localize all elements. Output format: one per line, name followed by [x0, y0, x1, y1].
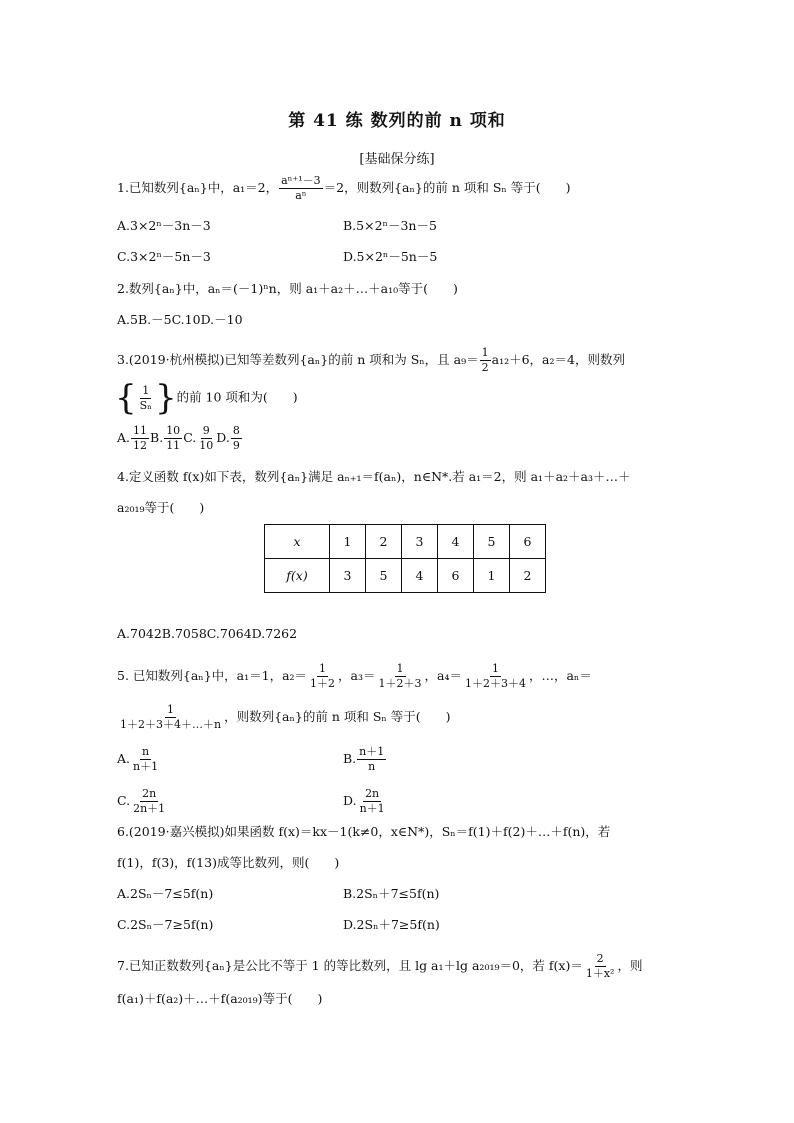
- q3-text-pre: 3.(2019·杭州模拟)已知等差数列{aₙ}的前 n 项和为 Sₙ，且 a₉＝: [117, 352, 479, 367]
- q6-option-c[interactable]: C.2Sₙ－7≥5f(n): [117, 917, 214, 932]
- q7-f-num: 2: [596, 952, 604, 965]
- table-cell: 4: [438, 525, 474, 559]
- q3-ob-num: 10: [166, 424, 181, 437]
- q5-label-c: C.: [117, 793, 131, 808]
- question-7-stem: [117, 952, 642, 981]
- q5-frac-b: [357, 745, 386, 774]
- q5-fraction-a3: [377, 662, 424, 691]
- function-table: [264, 524, 546, 593]
- q4-options[interactable]: A.7042B.7058C.7064D.7262: [117, 626, 298, 641]
- q5-option-a[interactable]: [117, 745, 161, 774]
- q6-option-b[interactable]: B.2Sₙ＋7≤5f(n): [343, 886, 440, 901]
- q3-option-b[interactable]: [164, 424, 182, 453]
- table-cell: 3: [402, 525, 438, 559]
- question-7-stem-cont: f(a₁)＋f(a₂)＋…＋f(a₂₀₁₉)等于( ): [117, 991, 323, 1006]
- q3-option-c[interactable]: [197, 424, 215, 453]
- q3-sequence-line: [115, 378, 298, 418]
- q3-label-d: D.: [216, 430, 230, 445]
- q3-oa-den: 12: [133, 439, 148, 452]
- q3-option-d[interactable]: [231, 424, 242, 453]
- q3-left-brace: {: [115, 378, 137, 418]
- q5-a-den: n＋1: [133, 760, 159, 773]
- table-cell: 1: [330, 525, 366, 559]
- question-4-stem-cont: a₂₀₁₉等于( ): [117, 500, 205, 515]
- q6-option-a[interactable]: A.2Sₙ－7≤5f(n): [117, 886, 214, 901]
- question-5-stem-cont: [117, 703, 451, 732]
- q3-label-b: B.: [150, 430, 164, 445]
- table-cell: 2: [510, 559, 546, 593]
- q1-text-post: ＝2，则数列{aₙ}的前 n 项和 Sₙ 等于( ): [323, 180, 571, 195]
- q1-option-d[interactable]: D.5×2ⁿ－5n－5: [343, 249, 438, 264]
- q5-d-den: n＋1: [359, 802, 385, 815]
- q3-od-num: 8: [232, 424, 240, 437]
- question-2-stem: 2.数列{aₙ}中，aₙ＝(－1)ⁿn，则 a₁＋a₂＋…＋a₁₀等于( ): [117, 281, 458, 296]
- q3-right-brace: }: [154, 378, 177, 418]
- table-header-x: x: [265, 525, 330, 559]
- q5-fraction-a2: [308, 662, 337, 691]
- question-4-stem: 4.定义函数 f(x)如下表，数列{aₙ}满足 aₙ₊₁＝f(aₙ)，n∈N*.若 a₁＝2，则 a₁＋a₂＋a₃＋…＋: [117, 469, 631, 484]
- q3-line2-text: 的前 10 项和为( ): [176, 389, 298, 405]
- q5-d-num: 2n: [365, 787, 380, 800]
- q5-frac-c: [131, 787, 167, 816]
- q3-ob-den: 11: [166, 439, 181, 452]
- q1-fraction: [279, 174, 323, 203]
- table-cell: 6: [438, 559, 474, 593]
- q5-f4-num: 1: [167, 703, 175, 716]
- q5-f1-den: 1＋2: [310, 677, 336, 690]
- q5-f3-num: 1: [491, 662, 499, 675]
- q3-seq-den: Sₙ: [139, 398, 152, 412]
- q3-od-den: 9: [232, 439, 240, 452]
- q5-f4-den: 1＋2＋3＋4＋…＋n: [120, 718, 222, 731]
- q1-fraction-den: aⁿ: [295, 189, 307, 202]
- q3-seq-num: 1: [142, 383, 150, 397]
- q3-option-a[interactable]: [131, 424, 149, 453]
- q5-text-mid2: ，a₄＝: [424, 668, 462, 683]
- q3-seq-fraction: [138, 384, 154, 413]
- q1-option-c[interactable]: C.3×2ⁿ－5n－3: [117, 249, 211, 264]
- table-row: [265, 559, 546, 593]
- q5-f2-num: 1: [396, 662, 404, 675]
- table-cell: 5: [366, 559, 402, 593]
- q3-options[interactable]: [117, 424, 243, 453]
- q5-c-num: 2n: [142, 787, 157, 800]
- q5-b-num: n＋1: [359, 745, 385, 758]
- q5-f1-num: 1: [319, 662, 327, 675]
- table-row: [265, 525, 546, 559]
- table-cell: 6: [510, 525, 546, 559]
- q2-options[interactable]: A.5B.－5C.10D.－10: [117, 312, 243, 327]
- q7-fraction: [584, 952, 617, 981]
- q3-text-post: a₁₂＋6，a₂＝4，则数列: [491, 352, 625, 367]
- function-table-grid: [264, 524, 546, 593]
- q3-half-num: 1: [481, 346, 489, 359]
- q5-text-mid1: ，a₃＝: [338, 668, 376, 683]
- table-header-fx: f(x): [265, 559, 330, 593]
- q5-fraction-a4: [463, 662, 528, 691]
- q5-option-c[interactable]: [117, 787, 168, 816]
- q1-fraction-num: aⁿ⁺¹－3: [281, 174, 321, 187]
- table-cell: 5: [474, 525, 510, 559]
- q5-frac-a: [131, 745, 160, 774]
- question-1-stem: [117, 174, 571, 203]
- q5-text-pre: 5. 已知数列{aₙ}中，a₁＝1，a₂＝: [117, 668, 308, 683]
- section-subtitle: [基础保分练]: [359, 152, 435, 167]
- q5-a-num: n: [142, 745, 150, 758]
- q3-oc-num: 9: [202, 424, 210, 437]
- q3-label-a: A.: [117, 430, 131, 445]
- q5-text-tail: ，…，aₙ＝: [528, 668, 592, 683]
- question-6-stem: 6.(2019·嘉兴模拟)如果函数 f(x)＝kx－1(k≠0，x∈N*)，Sₙ＝f(1)＋f(2)＋…＋f(n)，若: [117, 824, 611, 839]
- q5-label-d: D.: [343, 793, 357, 808]
- q7-text-pre: 7.已知正数数列{aₙ}是公比不等于 1 的等比数列，且 lg a₁＋lg a₂₀₁₉＝0，若 f(x)＝: [117, 958, 583, 973]
- q1-text-pre: 1.已知数列{aₙ}中，a₁＝2，: [117, 180, 279, 195]
- q7-text-post: ，则: [617, 958, 643, 973]
- q5-option-d[interactable]: [343, 787, 388, 816]
- question-3-stem: [117, 346, 625, 375]
- q5-text-post: ，则数列{aₙ}的前 n 项和 Sₙ 等于( ): [224, 709, 451, 724]
- table-cell: 1: [474, 559, 510, 593]
- q3-fraction-half: [480, 346, 491, 375]
- question-6-stem-cont: f(1)，f(3)，f(13)成等比数列，则( ): [117, 855, 340, 870]
- q3-label-c: C.: [183, 430, 197, 445]
- q1-option-b[interactable]: B.5×2ⁿ－3n－5: [343, 218, 437, 233]
- q5-label-a: A.: [117, 751, 131, 766]
- q5-frac-d: [358, 787, 387, 816]
- q5-f2-den: 1＋2＋3: [378, 677, 422, 690]
- q3-oc-den: 10: [199, 439, 214, 452]
- q5-b-den: n: [368, 760, 376, 773]
- q6-option-d[interactable]: D.2Sₙ＋7≥5f(n): [343, 917, 440, 932]
- q5-fraction-an: [118, 703, 223, 732]
- q5-label-b: B.: [343, 751, 357, 766]
- table-cell: 3: [330, 559, 366, 593]
- q1-option-a[interactable]: A.3×2ⁿ－3n－3: [117, 218, 211, 233]
- q7-f-den: 1＋x²: [585, 967, 615, 980]
- table-cell: 4: [402, 559, 438, 593]
- page-title: 第 41 练 数列的前 n 项和: [288, 111, 506, 131]
- q5-option-b[interactable]: [343, 745, 387, 774]
- table-cell: 2: [366, 525, 402, 559]
- question-5-stem: [117, 662, 592, 691]
- q5-c-den: 2n＋1: [133, 802, 166, 815]
- q5-f3-den: 1＋2＋3＋4: [464, 677, 526, 690]
- q3-oa-num: 11: [133, 424, 148, 437]
- q3-half-den: 2: [481, 361, 489, 374]
